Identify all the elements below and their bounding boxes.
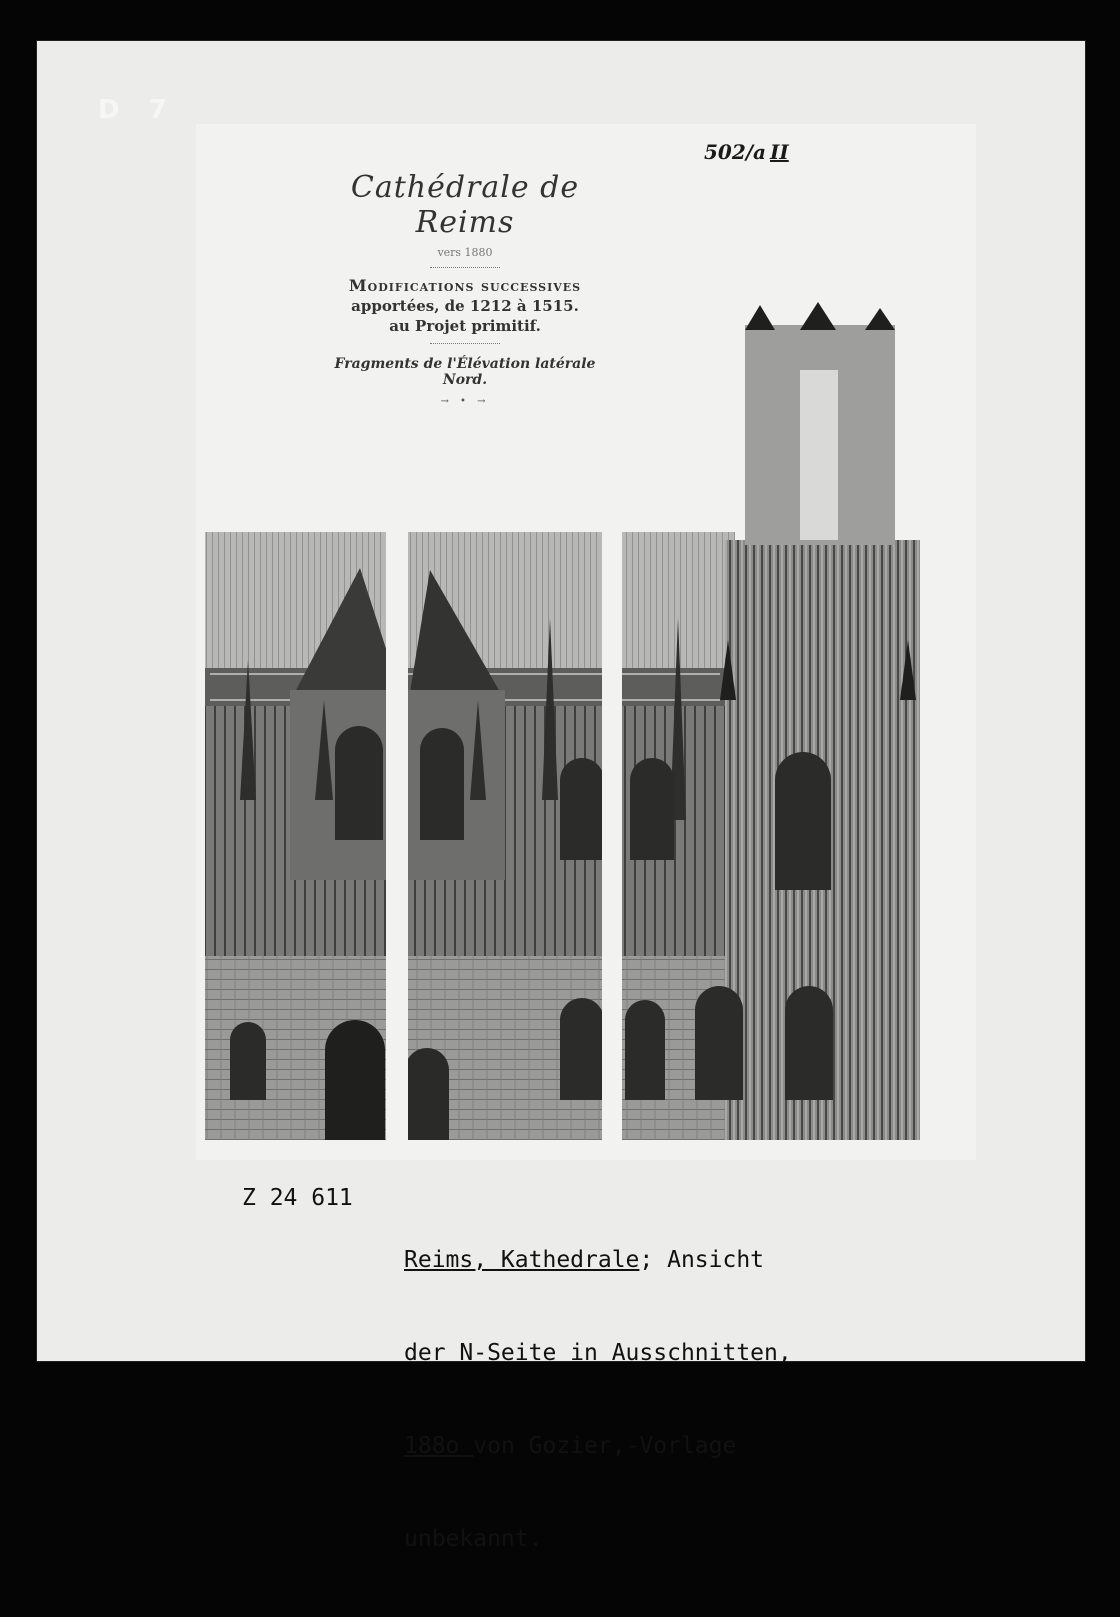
caption-block: [242, 1183, 792, 1552]
drawing-date: vers 1880: [437, 246, 493, 259]
caption-line-3-underlined: 188o: [404, 1433, 474, 1459]
title-arrows: → • →: [440, 396, 490, 407]
drawing-subtitle-4: Fragments de l'Élévation latérale Nord.: [334, 356, 596, 388]
inventory-number-text: 502/a: [704, 140, 767, 164]
inventory-roman: II: [770, 140, 789, 164]
inventory-number: [704, 140, 789, 164]
title-separator: [430, 267, 500, 268]
corner-mark: D 7: [98, 95, 177, 125]
caption-line-2: der N-Seite in Ausschnitten,: [404, 1340, 792, 1366]
caption-line-4: unbekannt.: [404, 1526, 543, 1552]
caption-line-1: [404, 1245, 792, 1276]
caption-line-1-rest: ; Ansicht: [639, 1247, 765, 1273]
caption-line-3: [404, 1431, 792, 1462]
caption-lines: [404, 1183, 792, 1617]
drawing-subtitle-1: Modifications successives: [348, 276, 582, 295]
cut-strip-1: [386, 528, 408, 1143]
caption-line-3-rest: von Gozier,-Vorlage: [473, 1433, 737, 1459]
drawing-subtitle-3: au Projet primitif.: [389, 317, 541, 335]
caption-number: Z 24 611: [242, 1185, 353, 1211]
caption-line-1-underlined: Reims, Kathedrale: [404, 1247, 640, 1273]
cut-strip-2: [602, 528, 622, 1143]
cathedral-elevation-drawing: [200, 300, 945, 1150]
drawing-subtitle-2: apportées, de 1212 à 1515.: [351, 297, 579, 315]
drawing-title: Cathédrale de Reims: [350, 170, 580, 240]
